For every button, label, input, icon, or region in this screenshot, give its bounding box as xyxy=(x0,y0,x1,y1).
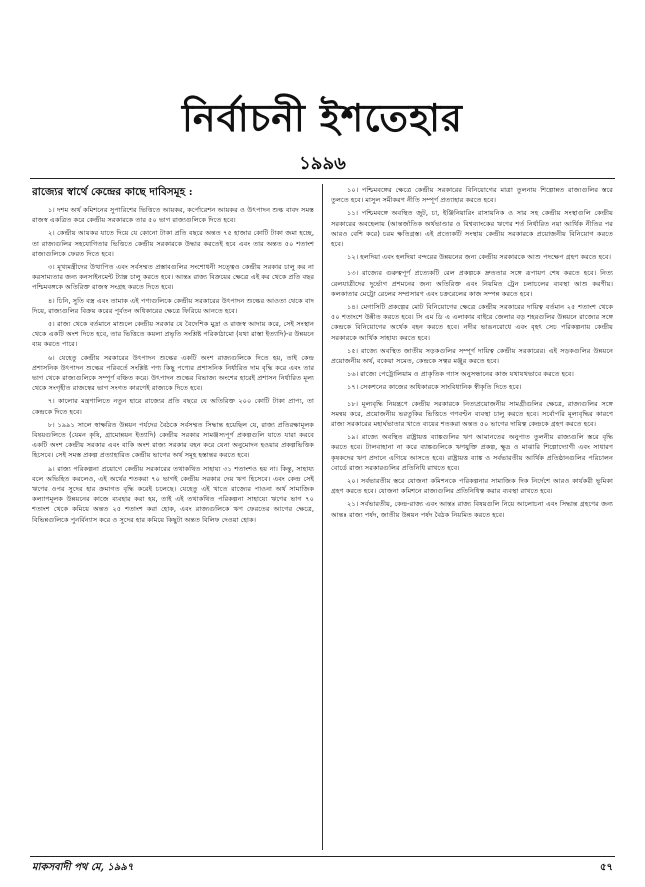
demand-paragraph: ১৬। রাজ্যে পেট্রোলিয়াম ও প্রাকৃতিক গ্যাস অনুসন্ধানের কাজ যথাযথভাবে করতে হবে। xyxy=(347,370,574,379)
demand-paragraph: ৩। মূখ্যমন্ত্রীদের উত্থাপিত এবং সর্বসম্মত প্রস্তাবগুলির সংশোধনী সত্ত্বেও কেন্দ্রীয় সরকার চালু কর না করসাম্যতার জন্য কনসাইনমেন্ট ট্যাক্স চালু করতে হবে। আন্তঃ রাজ্য বিক্রয়ের ক্ষেত্রে এই কর থেকে প্রতি বছর পশ্চিমবঙ্গকে অতিরিক্ত রাজস্ব সংগ্রহ করতে দিতে হবে। xyxy=(32,263,314,292)
demand-paragraph: ২। কেন্দ্রীয় আয়কর যাতে দিয়ে যে কোনো টাকা প্রতি বছরে অন্তত ৭৫ হাজার কোটি টাকা জমা হচ্ছে, তা রাজ্যগুলির সহযোগিতার ভিত্তিতে কেন্দ্রীয় সরকারকে উদ্ধার করতেই হবে এবং তার অন্তত ৫০ শতাংশ রাজ্যগুলিকে ফেরত দিতে হবে। xyxy=(32,229,314,258)
bottom-rule xyxy=(30,856,615,857)
demand-paragraph: ৭। কালোর মন্ত্রণালিতে নতুন হারে রাজ্যের প্রতি বছরে যে অতিরিক্ত ২০০ কোটি টাকা প্রাপ্য, তা কেন্দ্রকে দিতে হবে। xyxy=(32,397,314,416)
section-heading: রাজ্যের স্বার্থে কেন্দ্রের কাছে দাবিসমূহ : xyxy=(32,186,193,198)
demand-paragraph: ১। দশম অর্থ কমিশনের সুপারিশের ভিত্তিতে আয়কর, কর্পোরেশন আয়কর ও উৎপাদন শুল্ক বাবদ সমস্ত রাজস্ব একত্রিত করে কেন্দ্রীয় সরকারকে তার ৫০ ভাগ রাজ্যগুলিকে দিতে হবে। xyxy=(32,206,314,225)
demand-paragraph: ১৭। সেকশনের কাজের অধিকারকে সাংবিধানিক স্বীকৃতি দিতে হবে। xyxy=(347,383,522,392)
demand-paragraph: ১৮। মূল্যবৃদ্ধি নিয়ন্ত্রণে কেন্দ্রীয় সরকারকে নিত্যপ্রয়োজনীয় সামগ্রীগুলির ক্ষেত্রে, রাজ্যগুলির সঙ্গে সমন্বয় করে, প্রয়োজনীয় ভরতুকির ভিত্তিতে গণবণ্টন ব্যবস্থা চালু করতে হবে। সর্বোপরি মূল্যবৃদ্ধির কারণে রাজ্য সরকারের মহার্ঘভাতার খাতে ব্যয়ের শতকরা অন্তত ৫০ ভাগের দায়িত্ব কেন্দ্রকে গ্রহণ করতে হবে। xyxy=(331,399,613,429)
journal-footer: মাকসবাদী পথ মে, ১৯৯৭ xyxy=(32,862,134,873)
column-divider xyxy=(322,184,323,850)
document-title: নির্বাচনী ইশতেহার xyxy=(182,95,463,140)
demand-paragraph: ২০। সর্বভারতীয় স্তরে যোজনা কমিশনকে পরিকল্পনার সামাজিক দিক নির্দেশে আরও কার্যকরী ভূমিকা গ্রহণ করতে হবে। যোজনা কমিশনে রাজ্যগুলির প্রতিনিধিত্ব করার ব্যবস্থা রাখতে হবে। xyxy=(331,477,613,496)
top-rule xyxy=(30,178,615,179)
demand-paragraph: ৫। রাজ্য থেকে বর্তমানে মাশুলে কেন্দ্রীয় সরকার যে বৈদেশিক মুদ্রা ও রাজস্ব আদায় করে, সেই সংস্থান থেকে একটি অংশ দিতে হবে, তার ভিত্তিতে কয়লা প্রভৃতি সংশ্লিষ্ট পরিকাঠামো (যথা রাস্তা ইত্যাদি)-র উন্নয়নে ব্যয় করতে পারে। xyxy=(32,320,314,349)
demand-paragraph: ১৯। রাজ্যে অবস্থিত রাষ্ট্রায়ত্ত ব্যাঙ্কগুলির ঋণ আমানতের অনুপাত তুলনীয় রাজ্যগুলি স্তরে বৃদ্ধি করতে হবে। টালবাহানা না করে ব্যাঙ্কগুলিকে ঋণযুক্তি প্রকল্প, ক্ষুদ্র ও মাঝারি শিল্পোদ্যোগী এবং সাধারণ কৃষকদের ঋণ প্রদানে এগিয়ে আসতে হবে। রাষ্ট্রায়ত্ত ব্যাঙ্ক ও সর্বভারতীয় আর্থিক প্রতিষ্ঠানগুলির পরিচালন বোর্ডে রাজ্য সরকারগুলির প্রতিনিধি রাখতে হবে। xyxy=(331,433,613,472)
demand-paragraph: ৪। চিনি, সুতি বস্ত্র এবং তামাক এই পণ্যগুলিকে কেন্দ্রীয় সরকারের উৎপাদন শুল্কের আওতা থেকে বাদ দিয়ে, রাজ্যগুলির বিক্রয় করের পূর্বতন অধিকারের ক্ষেত্রে ফিরিয়ে আনতে হবে। xyxy=(32,296,314,315)
demand-paragraph: ৯। রাজ্য পরিকল্পনা প্রয়োগে কেন্দ্রীয় সরকারের তথাকথিত সাহায্য ৩১ শতাংশও হয় না। কিন্তু, সাহায্য বলে অভিহিত করলেও, এই অর্থের শতকরা ৭০ ভাগই কেন্দ্রীয় সরকার দেয় ঋণ হিসেবে। এবং কেন্দ্র সেই ঋণের ওপর সুদের হার ক্রমাগত বৃদ্ধি করেই চলেছে। যেহেতু এই খাতে রাজ্যের পাওনা অর্থ সামাজিক কল্যাণমূলক উন্নয়নের কাজে ব্যবহার করা হয়, তাই এই তথাকথিত পরিকল্পনা সাহায্যে ঋণের ভাগ ৭০ শতাংশ থেকে কমিয়ে অন্তত ২৫ শতাংশ করা হোক, এবং রাজ্যগুলিকে ঋণ ফেরতের আগের ক্ষেত্রে, বিভিন্নগুলিকে পুনর্বিন্যাস করে ও সুদের হার কমিয়ে কিছুটা অন্তত বিলিফ দেওয়া হোক। xyxy=(32,464,314,524)
demand-paragraph: ২১। সর্বভারতীয়, কেন্দ্র-রাজ্য এবং আন্তঃ রাজ্য বিষয়গুলি নিয়ে আলোচনা এবং সিদ্ধান্ত গ্রহণের জন্য আন্তঃ রাজ্য পর্ষদ, জাতীয় উন্নয়ন পর্ষদ বৈঠক নিয়মিত করতে হবে। xyxy=(331,500,613,519)
demand-paragraph: ১০। পশ্চিমবঙ্গের ক্ষেত্রে কেন্দ্রীয় সরকারের বিনিয়োগের মাত্রা তুলনায় শিল্পোন্নত রাজ্যগুলির স্তরে তুলতে হবে। মাসুল সমীকরণ নীতি সম্পূর্ণ প্রত্যাহার করতে হবে। xyxy=(331,186,613,205)
demand-paragraph: ১৪। মেগাসিটি প্রকল্পের মোট বিনিয়োগের ক্ষেত্রে কেন্দ্রীয় সরকারের দায়িত্ব বর্তমান ২৫ শতাংশ থেকে ৫০ শতাংশে উন্নীত করতে হবে। সি এম ডি এ এলাকার বাইরে জেলার বড় শহরগুলির উন্নয়নে রাজ্যের সঙ্গে কেন্দ্রকে বিনিয়োগের অর্থেক বহন করতে হবে। নদীর ভাঙনরোধে এবং বৃহৎ সেচ পরিকল্পনায় কেন্দ্রীয় সরকারকে আর্থিক সাহায্য করতে হবে। xyxy=(331,303,613,342)
demand-paragraph: ১২। হলদিয়া এবং হলদিয়া বন্দরের উন্নয়নের জন্য কেন্দ্রীয় সরকারকে আশু পদক্ষেপ গ্রহণ করতে হবে। xyxy=(347,253,611,262)
demand-paragraph: ১৩। রাজ্যের গুরুত্বপূর্ণ প্রত্যেকটি রেল প্রকল্পকে দ্রুততার সঙ্গে রূপায়ণ শেষ করতে হবে। নিত্য রেলযাত্রীদের দুর্ভোগ প্রশমনের জন্য অতিরিক্ত এবং নিয়মিত ট্রেন চলাচলের ব্যবস্থা আশু করণীয়। কলকাতার মেট্রো রেলের সম্প্রসারণ এবং চক্ররেলের কাজ সম্পন্ন করতে হবে। xyxy=(331,269,613,298)
document-year: ১৯৯৬ xyxy=(299,153,346,174)
demand-paragraph: ৬। যেহেতু কেন্দ্রীয় সরকারের উৎপাদন শুল্কের একটি অংশ রাজ্যগুলিকে দিতে হয়, তাই কেন্দ্র প্রশাসনিক উৎপাদন শুল্কের পরিবর্তে সংশ্লিষ্ট পণ্য কিছু পণ্যের প্রশাসনিক নির্ধারিত দাম বৃদ্ধি করে এবং তার ভাগ থেকে রাজ্যগুলিকে সম্পূর্ণ বঞ্চিত করে। উৎপাদন শুল্কের বিভাজ্য অংশের হারেই প্রশাসন নির্ধারিত মূল্য থেকে সংগৃহীত রাজস্বের ভাগ সংগত কারণেই রাজ্যকে দিতে হবে। xyxy=(32,353,314,393)
demand-paragraph: ১৫। রাজ্যে অবস্থিত জাতীয় সড়কগুলির সম্পূর্ণ দায়িত্ব কেন্দ্রীয় সরকারের। এই সড়কগুলির উন্নয়নে প্রয়োজনীয় অর্থ, বকেয়া সমেত, কেন্দ্রকে সত্বর মঞ্জুর করতে হবে। xyxy=(331,346,613,366)
page-number: ৫৭ xyxy=(600,862,613,873)
left-column xyxy=(32,185,314,853)
demand-paragraph: ৮। ১৯৯১ সালে স্বাক্ষরিত উন্নয়ন পর্যদের বৈঠকে সর্বসম্মত সিদ্ধান্ত হয়েছিল যে, রাজ্য প্রতিরক্ষামূলক বিষয়গুলিতে (যেমন কৃষি, গ্রামোন্নয়ন ইত্যাদি) কেন্দ্রীয় সরকার সামঞ্জস্যপূর্ণ প্রকল্পগুলি যাতে যারা করবে একটি অংশ কেন্দ্রীয় সরকার এবং বাকি অংশ রাজ্য সরকার বহন করে যেনা অনুমোদন হওয়ার প্রকল্পভিত্তিক হিসেবে। সেই সমস্ত প্রকল্প প্রত্যাহারিত কেন্দ্রীয় ভাগের অর্থ সমূহ হস্তান্তর করতে হবে। xyxy=(32,420,314,460)
right-column xyxy=(331,185,613,853)
demand-paragraph: ১১। পশ্চিমবঙ্গে অবস্থিত জুট, চা, ইঞ্জিনিয়ারিং রাসায়নিক ও সার সহ কেন্দ্রীয় সংস্থাগুলি কেন্দ্রীয় সরকারের অবহেলায় (আন্তর্জাতিক অর্থভাণ্ডার ও বিশ্বব্যাংকের ঋণের শর্ত নির্ধারিত নয়া আর্থিক নীতির পর আরও বেশি করে) চরম ক্ষতিগ্রস্ত। এই প্রত্যেকটি সংস্থায় কেন্দ্রীয় সরকারকে প্রয়োজনীয় বিনিয়োগ করতে হবে। xyxy=(331,209,613,249)
